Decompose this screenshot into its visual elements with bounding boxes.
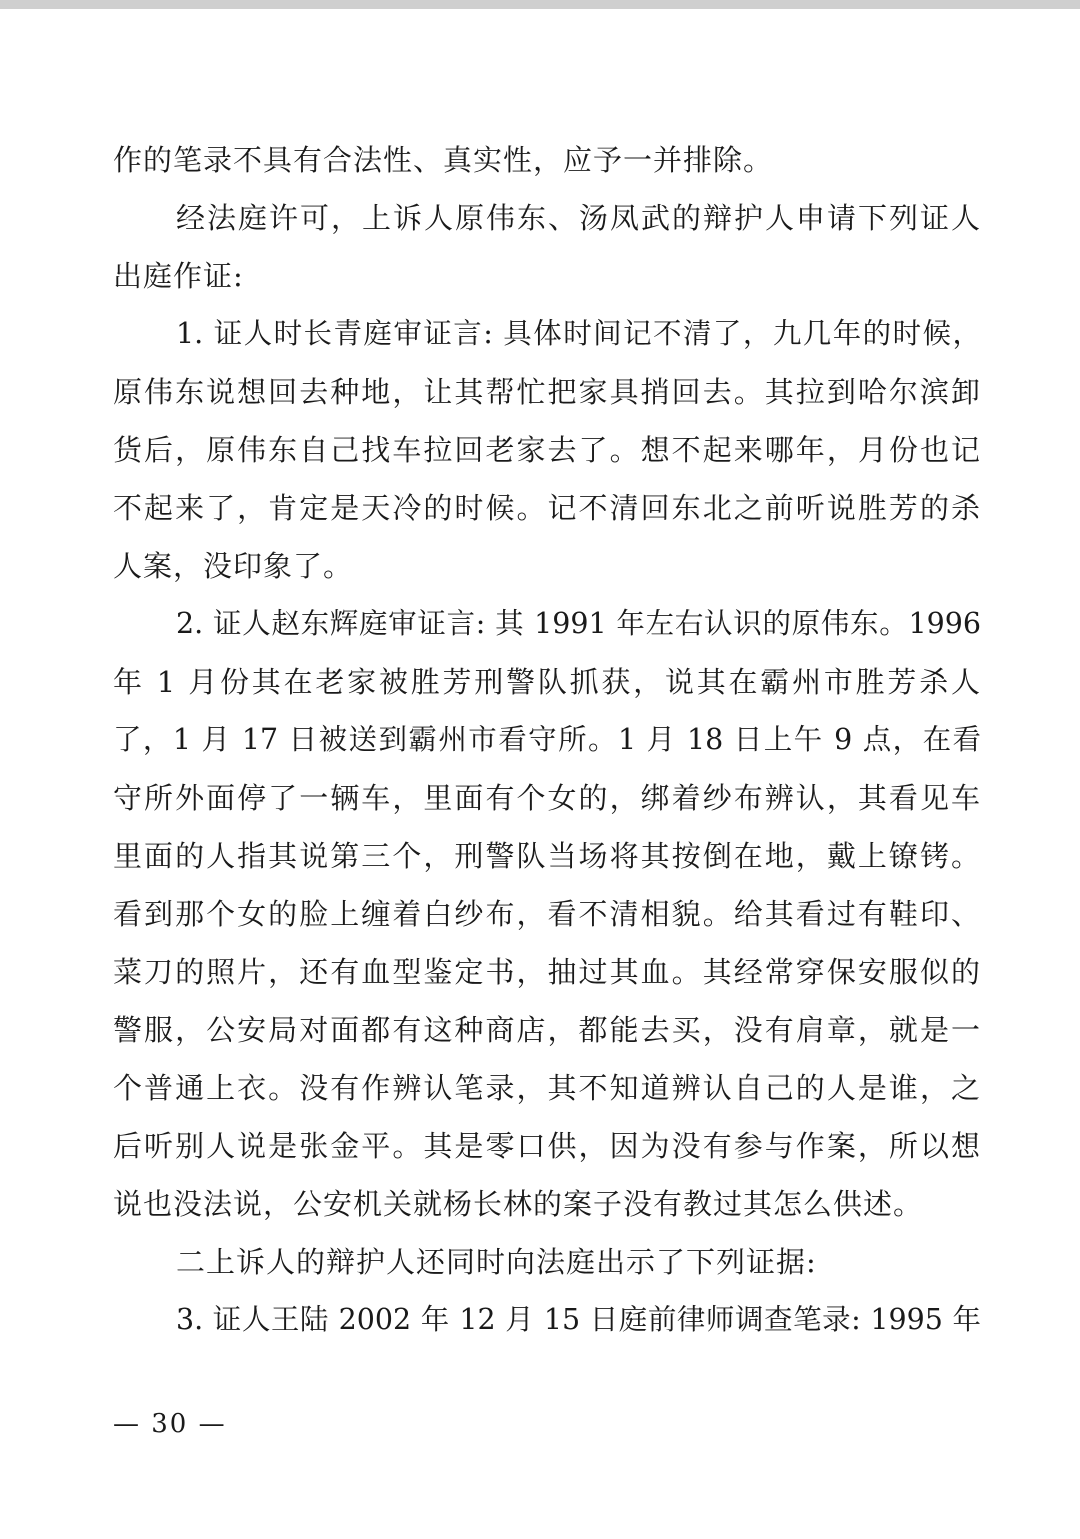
text-line: 1. 证人时长青庭审证言: 具体时间记不清了，九几年的时候， — [176, 317, 981, 350]
page-number: — 30 — — [113, 1409, 227, 1439]
text-line: 年 1 月份其在老家被胜芳刑警队抓获，说其在霸州市胜芳杀人 — [113, 665, 981, 699]
text-line: 3. 证人王陆 2002 年 12 月 15 日庭前律师调查笔录: 1995 年 — [176, 1303, 981, 1336]
text-line: 守所外面停了一辆车，里面有个女的，绑着纱布辨认，其看见车 — [113, 781, 981, 815]
text-line: 了，1 月 17 日被送到霸州市看守所。1 月 18 日上午 9 点，在看 — [113, 723, 981, 756]
text-line: 二上诉人的辩护人还同时向法庭出示了下列证据: — [176, 1245, 817, 1279]
text-line: 货后，原伟东自己找车拉回老家去了。想不起来哪年，月份也记 — [113, 433, 981, 467]
text-line: 不起来了，肯定是天冷的时候。记不清回东北之前听说胜芳的杀 — [113, 491, 981, 525]
text-line: 说也没法说，公安机关就杨长林的案子没有教过其怎么供述。 — [113, 1187, 924, 1221]
text-line: 里面的人指其说第三个，刑警队当场将其按倒在地，戴上镣铐。 — [113, 839, 981, 873]
text-line: 人案，没印象了。 — [113, 549, 354, 583]
text-line: 警服，公安局对面都有这种商店，都能去买，没有肩章，就是一 — [113, 1013, 981, 1047]
text-line: 经法庭许可，上诉人原伟东、汤凤武的辩护人申请下列证人 — [176, 201, 981, 235]
text-line: 作的笔录不具有合法性、真实性，应予一并排除。 — [113, 143, 774, 177]
text-line: 原伟东说想回去种地，让其帮忙把家具捎回去。其拉到哈尔滨卸 — [113, 375, 981, 409]
text-line: 看到那个女的脸上缠着白纱布，看不清相貌。给其看过有鞋印、 — [113, 897, 981, 931]
text-line: 后听别人说是张金平。其是零口供，因为没有参与作案，所以想 — [113, 1129, 981, 1163]
text-line: 出庭作证: — [113, 259, 244, 293]
text-line: 个普通上衣。没有作辨认笔录，其不知道辨认自己的人是谁，之 — [113, 1071, 981, 1105]
text-line: 菜刀的照片，还有血型鉴定书，抽过其血。其经常穿保安服似的 — [113, 955, 981, 989]
text-line: 2. 证人赵东辉庭审证言: 其 1991 年左右认识的原伟东。1996 — [176, 607, 981, 640]
